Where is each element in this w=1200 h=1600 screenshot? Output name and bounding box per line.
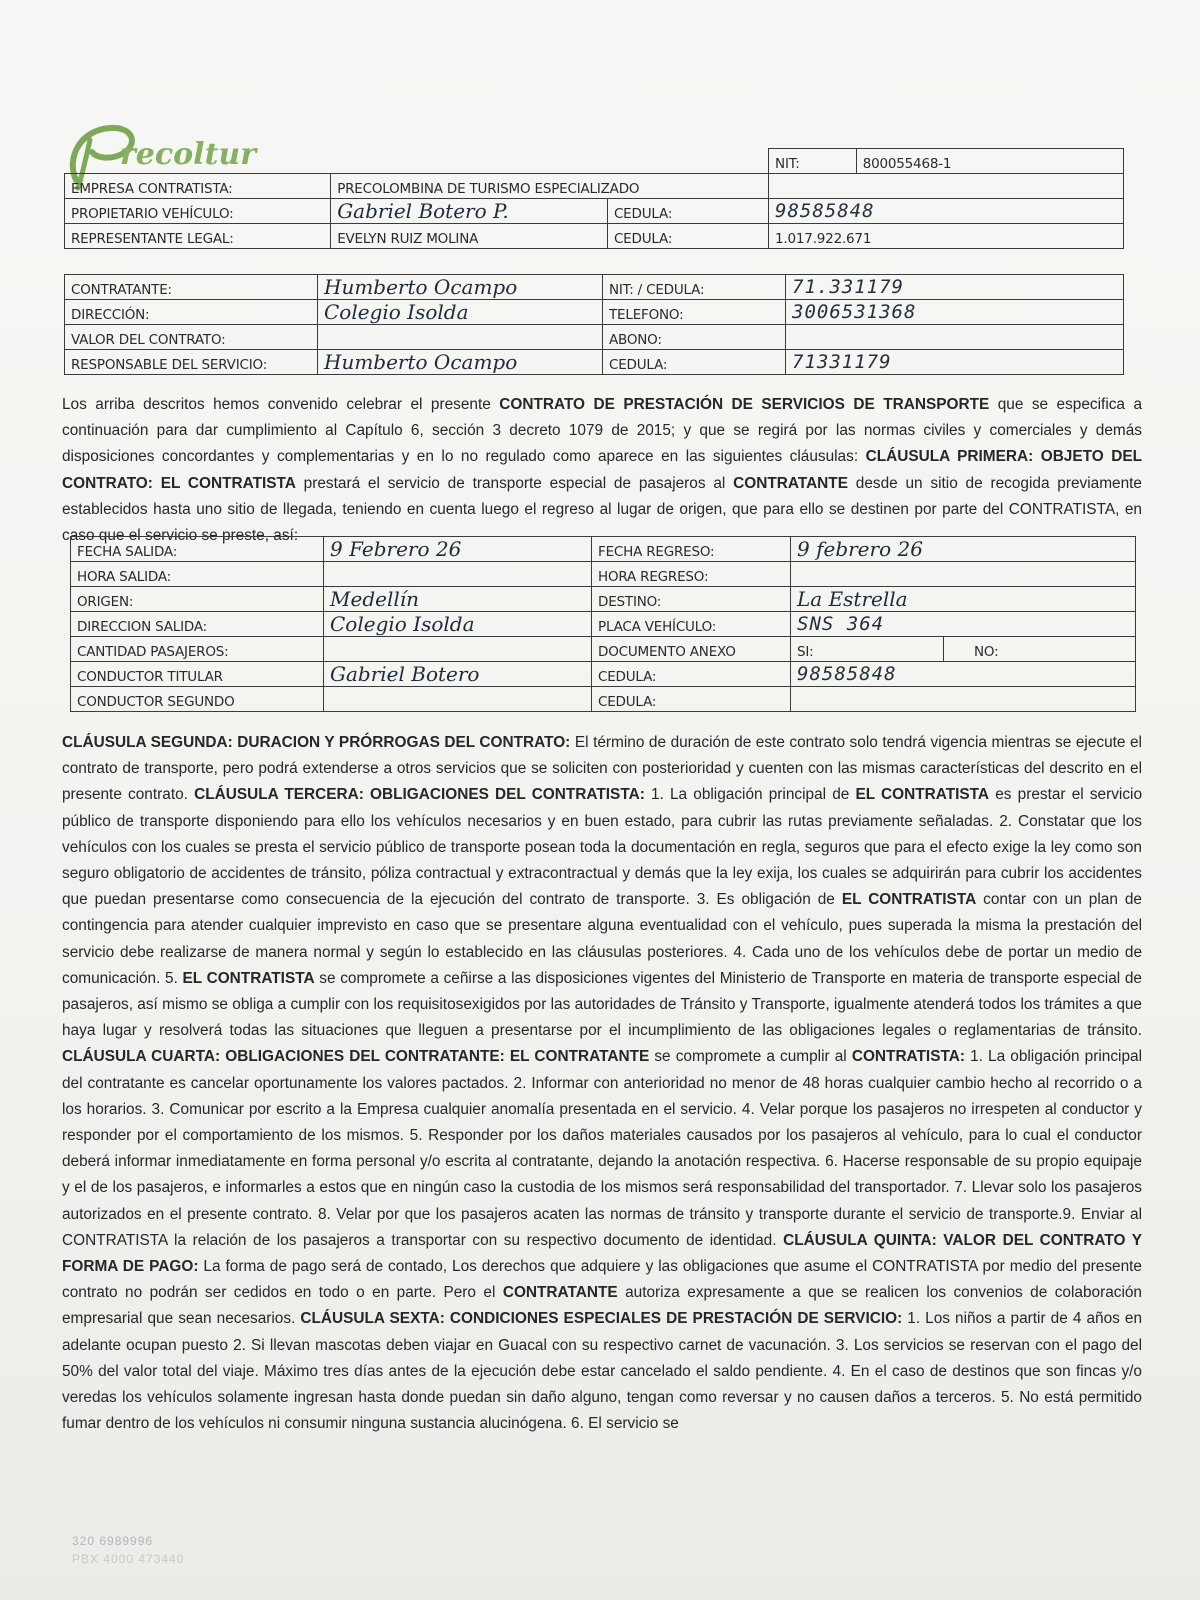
clause-5-text-c: autoriza expresamente a que se realicen los convenios de colaboración empresarial que sean necesarios.: [62, 1284, 1142, 1328]
clause-3-bold-d: EL CONTRATISTA: [841, 891, 977, 909]
owner-label: PROPIETARIO VEHÍCULO:: [65, 199, 331, 224]
conductor-segundo-cedula-label: CEDULA:: [592, 687, 791, 712]
conductor-titular-cedula-value[interactable]: 98585848: [791, 662, 1136, 687]
clause-4-title: CLÁUSULA CUARTA: OBLIGACIONES DEL CONTRATANTE: EL CONTRATANTE: [62, 1048, 650, 1066]
contratante-nit-label: NIT: / CEDULA:: [603, 275, 786, 300]
company-value: PRECOLOMBINA DE TURISMO ESPECIALIZADO: [331, 174, 769, 199]
clause-5-title: CLÁUSULA QUINTA: VALOR DEL CONTRATO Y FORMA DE PAGO:: [62, 1231, 1142, 1276]
origen-label: ORIGEN:: [71, 587, 324, 612]
placa-label: PLACA VEHÍCULO:: [592, 612, 791, 637]
contratante-table: [64, 274, 1124, 375]
nit-value: 800055468-1: [856, 149, 1123, 174]
clause-3-text-g: se compromete a ceñirse a las disposiciones vigentes del Ministerio de Transporte en materia de transporte especial de pasajeros, así mismo se obliga a cumplir con los requisitosexigidos por las autoridades de Tránsito y Transporte, igualmente atenderá todos los trámites a que haya lugar y resolverá todas las situaciones que lleguen a presentarse por el incumplimiento de las obligaciones legales o reglamentarias de tránsito.: [62, 969, 1142, 1040]
footer-phone: 320 6989996: [72, 1534, 154, 1548]
intro-text-1: Los arriba descritos hemos convenido celebrar el presente: [62, 396, 500, 413]
conductor-segundo-value[interactable]: [324, 687, 592, 712]
clause-4-text-a: se compromete a cumplir al: [649, 1048, 852, 1066]
direccion-salida-label: DIRECCION SALIDA:: [71, 612, 324, 637]
responsable-cedula-value[interactable]: 71331179: [786, 350, 1124, 375]
telefono-value[interactable]: 3006531368: [786, 300, 1124, 325]
direccion-value[interactable]: Colegio Isolda: [318, 300, 603, 325]
footer-faint: PBX 4000 473440: [72, 1552, 185, 1566]
legal-rep-cedula-value: 1.017.922.671: [769, 224, 1124, 249]
fecha-salida-value[interactable]: 9 Febrero 26: [324, 537, 592, 562]
clause-1-text-b: desde un sitio de recogida previamente establecidos hasta uno sitio de llegada, teniendo en cuenta luego el regreso al lugar de origen, que para ello se destinen por parte del CONTRATISTA, en caso que el servicio se preste, así:: [62, 474, 1142, 545]
conductor-titular-label: CONDUCTOR TITULAR: [71, 662, 324, 687]
origen-value[interactable]: Medellín: [324, 587, 592, 612]
abono-label: ABONO:: [603, 325, 786, 350]
hora-salida-label: HORA SALIDA:: [71, 562, 324, 587]
intro-contract-title: CONTRATO DE PRESTACIÓN DE SERVICIOS DE TRANSPORTE: [499, 396, 990, 413]
contratante-value[interactable]: Humberto Ocampo: [318, 275, 603, 300]
company-label: EMPRESA CONTRATISTA:: [65, 174, 331, 199]
contratante-nit-value[interactable]: 71.331179: [786, 275, 1124, 300]
direccion-label: DIRECCIÓN:: [65, 300, 318, 325]
clauses-body: [62, 730, 1142, 1437]
clause-1-title: CLÁUSULA PRIMERA: OBJETO DEL CONTRATO: EL CONTRATISTA: [62, 448, 1142, 492]
clause-5-bold-b: CONTRATANTE: [502, 1284, 618, 1302]
fecha-regreso-value[interactable]: 9 febrero 26: [791, 537, 1136, 562]
clause-5-text-a: La forma de pago será de contado, Los derechos que adquiere y las obligaciones que asume el CONTRATISTA por medio del presente contrato no podrán ser cedidos en todo o en parte. Pero el: [62, 1258, 1142, 1302]
abono-value[interactable]: [786, 325, 1124, 350]
clause-4-text-c: 1. La obligación principal del contratante es cancelar oportunamente los valores pactados. 2. Informar con anterioridad no menor de 48 horas cualquier cambio hecho al recorrido o a los horarios. 3. Comunicar por escrito a la Empresa cualquier anomalía presentada en el servicio. 4. Velar porque los pasajeros no irrespeten al conductor y responder por el comportamiento de los mismos. 5. Responder por los daños materiales causados por los pasajeros al vehículo, para lo cual el conductor deberá informar inmediatamente en forma personal y/o escrita al contratante, dejando la anotación respectiva. 6. Hacerse responsable de su propio equipaje y el de los pasajeros, e informarles a estos que en ningún caso la custodia de los mismos será responsabilidad del transportador. 7. Llevar solo los pasajeros autorizados en el presente contrato. 8. Velar por que los pasajeros acaten las normas de tránsito y transporte durante el servicio de transporte.9. Enviar al CONTRATISTA la relación de los pasajeros a transportar con su respectivo documento de identidad.: [62, 1048, 1143, 1249]
fecha-salida-label: FECHA SALIDA:: [71, 537, 324, 562]
anexo-no-label[interactable]: NO:: [944, 637, 1136, 662]
clause-2-text: El término de duración de este contrato solo tendrá vigencia mientras se ejecute el contrato de transporte, pero podrá extenderse a otros servicios que se soliciten con posterioridad y cuenten con las mismas características del descrito en el presente contrato.: [62, 734, 1142, 804]
intro-text-2: que se especifica a continuación para dar cumplimiento al Capítulo 6, sección 3 decreto 1079 de 2015; y que se regirá por las normas civiles y comerciales y demás disposiciones concordantes y complementarias y en lo no regulado como aparece en las siguientes cláusulas:: [62, 396, 1143, 466]
hora-regreso-value[interactable]: [791, 562, 1136, 587]
owner-cedula-value[interactable]: 98585848: [769, 199, 1124, 224]
intro-paragraph: [62, 392, 1142, 549]
trip-table: [70, 536, 1136, 712]
conductor-titular-cedula-label: CEDULA:: [592, 662, 791, 687]
company-table: [64, 148, 1124, 249]
direccion-salida-value[interactable]: Colegio Isolda: [324, 612, 592, 637]
responsable-cedula-label: CEDULA:: [603, 350, 786, 375]
clause-3-text-c: es prestar el servicio público de transporte disponiendo para ello los vehículos necesarios y en buen estado, para cubrir las rutas previamente señaladas. 2. Constatar que los vehículos con los cuales se presta el servicio público de transporte posean toda la documentación en regla, seguros que para el efecto exige la ley como son seguro obligatorio de accidentes de tránsito, póliza contractual y extracontractual y demás que la ley exija, los cuales se adquirirán para cubrir los accidentes que puedan presentarse como consecuencia de la ejecución del contrato de transporte. 3. Es obligación de: [62, 786, 1143, 909]
conductor-segundo-label: CONDUCTOR SEGUNDO: [71, 687, 324, 712]
fecha-regreso-label: FECHA REGRESO:: [592, 537, 791, 562]
owner-cedula-label: CEDULA:: [607, 199, 768, 224]
clause-2-title: CLÁUSULA SEGUNDA: DURACION Y PRÓRROGAS DEL CONTRATO:: [62, 734, 571, 751]
conductor-titular-value[interactable]: Gabriel Botero: [324, 662, 592, 687]
svg-text:recoltur: recoltur: [120, 137, 257, 172]
placa-value[interactable]: SNS 364: [791, 612, 1136, 637]
clause-6-text: 1. Los niños a partir de 4 años en adelante ocupan puesto 2. Si llevan mascotas deben viajar en Guacal con su respectivo carnet de vacunación. 3. Los servicios se reservan con el pago del 50% del valor total del viaje. Máximo tres días antes de la ejecución debe estar cancelado el saldo pendiente. 4. En el caso de destinos que son fincas y/o veredas los vehículos solamente ingresan hasta donde puedan sin daño alguno, tengan como reversar y no causen daños a terceros. 5. No está permitido fumar dentro de los vehículos ni consumir ninguna sustancia alucinógena. 6. El servicio se: [62, 1310, 1143, 1433]
responsable-label: RESPONSABLE DEL SERVICIO:: [65, 350, 318, 375]
owner-value[interactable]: Gabriel Botero P.: [331, 199, 608, 224]
documento-anexo-label: DOCUMENTO ANEXO: [592, 637, 791, 662]
destino-value[interactable]: La Estrella: [791, 587, 1136, 612]
cantidad-pasajeros-value[interactable]: [324, 637, 592, 662]
clause-3-text-e: contar con un plan de contingencia para atender cualquier imprevisto en caso que se presentare alguna eventualidad con el vehículo, pues superada la misma la prestación del servicio debe realizarse de manera normal y según lo establecido en las cláusulas posteriores. 4. Cada uno de los vehículos debe de portar un medio de comunicación. 5.: [62, 891, 1142, 987]
valor-label: VALOR DEL CONTRATO:: [65, 325, 318, 350]
legal-rep-value: EVELYN RUIZ MOLINA: [331, 224, 608, 249]
nit-label: NIT:: [769, 149, 857, 174]
valor-value[interactable]: [318, 325, 603, 350]
clause-1-text-a: prestará el servicio de transporte especial de pasajeros al: [295, 474, 734, 492]
clause-3-bold-f: EL CONTRATISTA: [182, 969, 315, 987]
cantidad-pasajeros-label: CANTIDAD PASAJEROS:: [71, 637, 324, 662]
contratante-label: CONTRATANTE:: [65, 275, 318, 300]
telefono-label: TELEFONO:: [603, 300, 786, 325]
legal-rep-cedula-label: CEDULA:: [607, 224, 768, 249]
anexo-si-label[interactable]: SI:: [791, 637, 944, 662]
clause-4-bold-b: CONTRATISTA:: [851, 1048, 965, 1066]
legal-rep-label: REPRESENTANTE LEGAL:: [65, 224, 331, 249]
clause-3-bold-b: EL CONTRATISTA: [855, 786, 990, 804]
clause-6-title: CLÁUSULA SEXTA: CONDICIONES ESPECIALES DE PRESTACIÓN DE SERVICIO:: [300, 1310, 903, 1328]
conductor-segundo-cedula-value[interactable]: [791, 687, 1136, 712]
clause-3-title: CLÁUSULA TERCERA: OBLIGACIONES DEL CONTRATISTA:: [194, 786, 645, 804]
responsable-value[interactable]: Humberto Ocampo: [318, 350, 603, 375]
hora-salida-value[interactable]: [324, 562, 592, 587]
clause-3-text-a: 1. La obligación principal de: [644, 786, 856, 804]
destino-label: DESTINO:: [592, 587, 791, 612]
clause-1-contratante: CONTRATANTE: [733, 474, 848, 492]
hora-regreso-label: HORA REGRESO:: [592, 562, 791, 587]
